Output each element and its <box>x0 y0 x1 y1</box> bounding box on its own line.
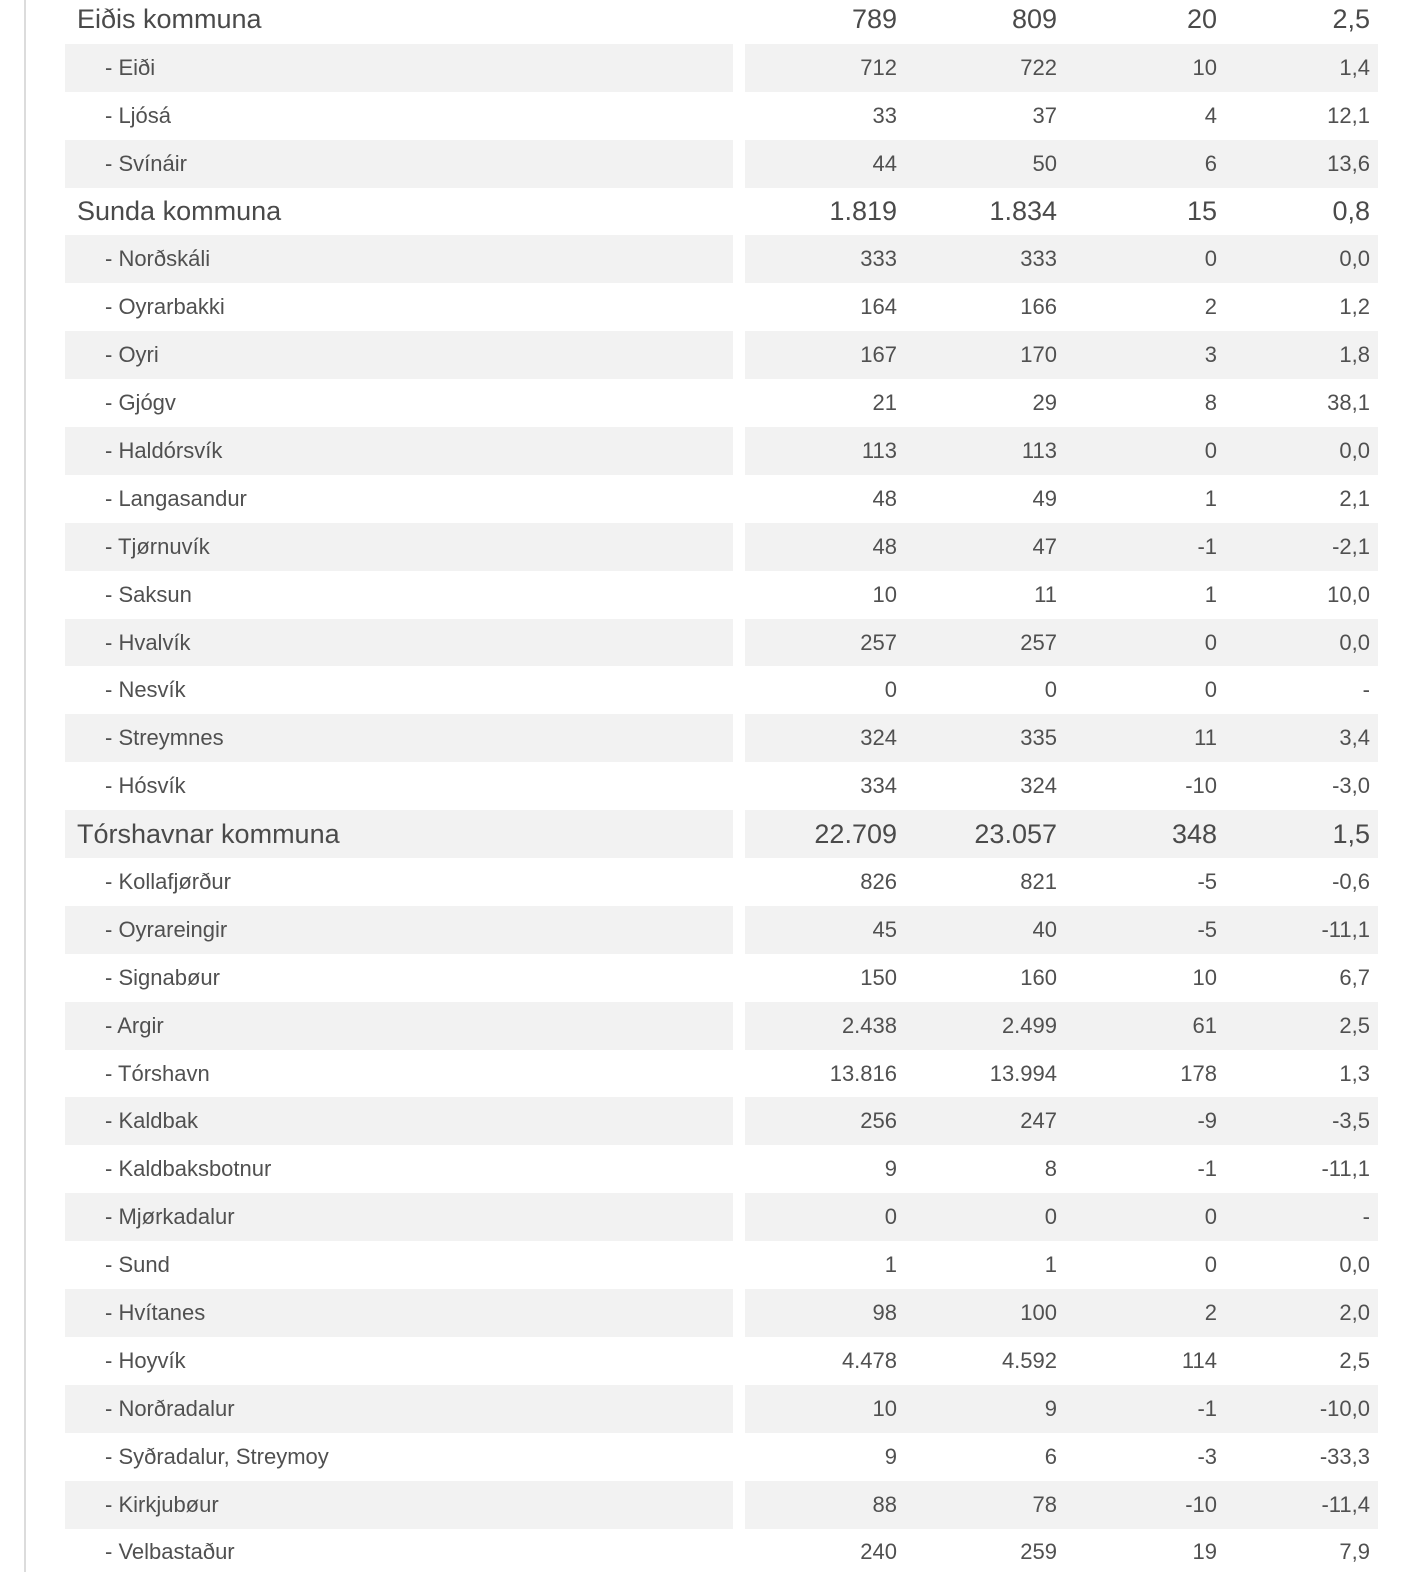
village-row <box>65 331 1378 379</box>
village-row <box>65 1337 1378 1385</box>
place-name-cell: - Mjørkadalur <box>65 1193 733 1241</box>
place-name-cell: - Ljósá <box>65 92 733 140</box>
value-2-cell: 23.057 <box>905 810 1065 858</box>
value-1-cell: 240 <box>745 1529 905 1576</box>
percent-change-cell: -3,5 <box>1225 1097 1378 1145</box>
percent-change-cell: 2,5 <box>1225 1002 1378 1050</box>
value-1-cell: 789 <box>745 0 905 44</box>
place-name-cell: - Kaldbak <box>65 1097 733 1145</box>
value-1-cell: 9 <box>745 1145 905 1193</box>
value-1-cell: 334 <box>745 762 905 810</box>
village-row <box>65 571 1378 619</box>
village-row <box>65 1193 1378 1241</box>
table-body <box>65 0 1378 1576</box>
place-name-cell: - Hoyvík <box>65 1337 733 1385</box>
value-1-cell: 333 <box>745 235 905 283</box>
village-row <box>65 619 1378 667</box>
value-1-cell: 257 <box>745 619 905 667</box>
value-1-cell: 22.709 <box>745 810 905 858</box>
village-row <box>65 1002 1378 1050</box>
percent-change-cell: -0,6 <box>1225 858 1378 906</box>
village-row <box>65 1145 1378 1193</box>
place-name-cell: - Streymnes <box>65 714 733 762</box>
percent-change-cell: 13,6 <box>1225 140 1378 188</box>
difference-cell: 8 <box>1065 379 1225 427</box>
column-gap <box>733 619 745 667</box>
column-gap <box>733 1241 745 1289</box>
column-gap <box>733 475 745 523</box>
difference-cell: -1 <box>1065 1385 1225 1433</box>
village-row <box>65 954 1378 1002</box>
column-gap <box>733 427 745 475</box>
place-name-cell: - Saksun <box>65 571 733 619</box>
value-2-cell: 160 <box>905 954 1065 1002</box>
village-row <box>65 1289 1378 1337</box>
value-1-cell: 0 <box>745 1193 905 1241</box>
value-2-cell: 809 <box>905 0 1065 44</box>
value-2-cell: 6 <box>905 1433 1065 1481</box>
place-name-cell: - Signabøur <box>65 954 733 1002</box>
column-gap <box>733 858 745 906</box>
value-1-cell: 167 <box>745 331 905 379</box>
place-name-cell: - Hvítanes <box>65 1289 733 1337</box>
column-gap <box>733 1529 745 1576</box>
village-row <box>65 1385 1378 1433</box>
column-gap <box>733 1193 745 1241</box>
difference-cell: 6 <box>1065 140 1225 188</box>
percent-change-cell: 3,4 <box>1225 714 1378 762</box>
value-2-cell: 78 <box>905 1481 1065 1529</box>
village-row <box>65 1433 1378 1481</box>
percent-change-cell: 0,8 <box>1225 188 1378 236</box>
percent-change-cell: -10,0 <box>1225 1385 1378 1433</box>
place-name-cell: - Argir <box>65 1002 733 1050</box>
difference-cell: -5 <box>1065 858 1225 906</box>
municipality-row <box>65 188 1378 236</box>
value-2-cell: 40 <box>905 906 1065 954</box>
value-2-cell: 247 <box>905 1097 1065 1145</box>
percent-change-cell: -33,3 <box>1225 1433 1378 1481</box>
percent-change-cell: 10,0 <box>1225 571 1378 619</box>
difference-cell: -9 <box>1065 1097 1225 1145</box>
difference-cell: -1 <box>1065 1145 1225 1193</box>
village-row <box>65 1529 1378 1576</box>
place-name-cell: Tórshavnar kommuna <box>65 810 733 858</box>
municipality-row <box>65 810 1378 858</box>
column-gap <box>733 906 745 954</box>
percent-change-cell: 0,0 <box>1225 427 1378 475</box>
percent-change-cell: 2,1 <box>1225 475 1378 523</box>
column-gap <box>733 523 745 571</box>
value-2-cell: 722 <box>905 44 1065 92</box>
difference-cell: 0 <box>1065 235 1225 283</box>
value-2-cell: 8 <box>905 1145 1065 1193</box>
value-2-cell: 170 <box>905 331 1065 379</box>
place-name-cell: - Nesvík <box>65 666 733 714</box>
value-1-cell: 256 <box>745 1097 905 1145</box>
place-name-cell: - Syðradalur, Streymoy <box>65 1433 733 1481</box>
place-name-cell: - Norðradalur <box>65 1385 733 1433</box>
value-1-cell: 164 <box>745 283 905 331</box>
value-2-cell: 2.499 <box>905 1002 1065 1050</box>
place-name-cell: - Kirkjubøur <box>65 1481 733 1529</box>
village-row <box>65 523 1378 571</box>
percent-change-cell: 1,5 <box>1225 810 1378 858</box>
place-name-cell: - Svínáir <box>65 140 733 188</box>
column-gap <box>733 1337 745 1385</box>
column-gap <box>733 1097 745 1145</box>
column-gap <box>733 379 745 427</box>
column-gap <box>733 571 745 619</box>
column-gap <box>733 714 745 762</box>
difference-cell: 10 <box>1065 954 1225 1002</box>
column-gap <box>733 762 745 810</box>
value-1-cell: 98 <box>745 1289 905 1337</box>
column-gap <box>733 92 745 140</box>
difference-cell: -5 <box>1065 906 1225 954</box>
difference-cell: 0 <box>1065 619 1225 667</box>
village-row <box>65 1241 1378 1289</box>
percent-change-cell: 1,3 <box>1225 1050 1378 1098</box>
value-1-cell: 13.816 <box>745 1050 905 1098</box>
difference-cell: 1 <box>1065 475 1225 523</box>
difference-cell: 15 <box>1065 188 1225 236</box>
value-1-cell: 826 <box>745 858 905 906</box>
value-1-cell: 9 <box>745 1433 905 1481</box>
village-row <box>65 858 1378 906</box>
percent-change-cell: -11,1 <box>1225 1145 1378 1193</box>
difference-cell: 0 <box>1065 1193 1225 1241</box>
value-2-cell: 324 <box>905 762 1065 810</box>
place-name-cell: - Norðskáli <box>65 235 733 283</box>
value-1-cell: 712 <box>745 44 905 92</box>
column-gap <box>733 188 745 236</box>
column-gap <box>733 1481 745 1529</box>
place-name-cell: - Velbastaður <box>65 1529 733 1576</box>
place-name-cell: - Kaldbaksbotnur <box>65 1145 733 1193</box>
value-1-cell: 1 <box>745 1241 905 1289</box>
percent-change-cell: -11,1 <box>1225 906 1378 954</box>
place-name-cell: - Oyrarbakki <box>65 283 733 331</box>
village-row <box>65 666 1378 714</box>
difference-cell: 114 <box>1065 1337 1225 1385</box>
difference-cell: 0 <box>1065 427 1225 475</box>
column-gap <box>733 1002 745 1050</box>
village-row <box>65 475 1378 523</box>
value-1-cell: 0 <box>745 666 905 714</box>
difference-cell: 2 <box>1065 283 1225 331</box>
place-name-cell: - Tjørnuvík <box>65 523 733 571</box>
percent-change-cell: 0,0 <box>1225 619 1378 667</box>
value-1-cell: 113 <box>745 427 905 475</box>
value-2-cell: 259 <box>905 1529 1065 1576</box>
difference-cell: -3 <box>1065 1433 1225 1481</box>
place-name-cell: - Kollafjørður <box>65 858 733 906</box>
value-1-cell: 1.819 <box>745 188 905 236</box>
difference-cell: 3 <box>1065 331 1225 379</box>
difference-cell: 0 <box>1065 666 1225 714</box>
column-gap <box>733 1433 745 1481</box>
municipality-row <box>65 0 1378 44</box>
value-1-cell: 48 <box>745 475 905 523</box>
value-2-cell: 335 <box>905 714 1065 762</box>
value-1-cell: 45 <box>745 906 905 954</box>
difference-cell: 61 <box>1065 1002 1225 1050</box>
place-name-cell: - Hvalvík <box>65 619 733 667</box>
value-2-cell: 47 <box>905 523 1065 571</box>
place-name-cell: - Sund <box>65 1241 733 1289</box>
value-2-cell: 9 <box>905 1385 1065 1433</box>
value-2-cell: 821 <box>905 858 1065 906</box>
value-2-cell: 166 <box>905 283 1065 331</box>
place-name-cell: Eiðis kommuna <box>65 0 733 44</box>
value-2-cell: 1 <box>905 1241 1065 1289</box>
percent-change-cell: 1,4 <box>1225 44 1378 92</box>
percent-change-cell: 1,2 <box>1225 283 1378 331</box>
value-1-cell: 324 <box>745 714 905 762</box>
place-name-cell: Sunda kommuna <box>65 188 733 236</box>
value-1-cell: 2.438 <box>745 1002 905 1050</box>
column-gap <box>733 1289 745 1337</box>
value-1-cell: 10 <box>745 1385 905 1433</box>
percent-change-cell: 38,1 <box>1225 379 1378 427</box>
column-gap <box>733 810 745 858</box>
village-row <box>65 762 1378 810</box>
column-gap <box>733 1050 745 1098</box>
place-name-cell: - Langasandur <box>65 475 733 523</box>
percent-change-cell: 12,1 <box>1225 92 1378 140</box>
place-name-cell: - Eiði <box>65 44 733 92</box>
column-gap <box>733 283 745 331</box>
column-gap <box>733 666 745 714</box>
value-2-cell: 29 <box>905 379 1065 427</box>
village-row <box>65 44 1378 92</box>
village-row <box>65 1050 1378 1098</box>
value-2-cell: 4.592 <box>905 1337 1065 1385</box>
village-row <box>65 714 1378 762</box>
difference-cell: 4 <box>1065 92 1225 140</box>
village-row <box>65 283 1378 331</box>
column-gap <box>733 954 745 1002</box>
percent-change-cell: - <box>1225 666 1378 714</box>
difference-cell: 20 <box>1065 0 1225 44</box>
difference-cell: 178 <box>1065 1050 1225 1098</box>
value-2-cell: 0 <box>905 1193 1065 1241</box>
value-2-cell: 11 <box>905 571 1065 619</box>
column-gap <box>733 1385 745 1433</box>
percent-change-cell: -11,4 <box>1225 1481 1378 1529</box>
value-2-cell: 100 <box>905 1289 1065 1337</box>
difference-cell: 1 <box>1065 571 1225 619</box>
population-table <box>65 0 1378 1576</box>
value-2-cell: 13.994 <box>905 1050 1065 1098</box>
place-name-cell: - Oyri <box>65 331 733 379</box>
village-row <box>65 235 1378 283</box>
village-row <box>65 1097 1378 1145</box>
value-2-cell: 49 <box>905 475 1065 523</box>
difference-cell: 348 <box>1065 810 1225 858</box>
value-1-cell: 88 <box>745 1481 905 1529</box>
value-1-cell: 10 <box>745 571 905 619</box>
difference-cell: 2 <box>1065 1289 1225 1337</box>
percent-change-cell: 6,7 <box>1225 954 1378 1002</box>
place-name-cell: - Hósvík <box>65 762 733 810</box>
value-1-cell: 21 <box>745 379 905 427</box>
difference-cell: -10 <box>1065 1481 1225 1529</box>
place-name-cell: - Oyrareingir <box>65 906 733 954</box>
percent-change-cell: 7,9 <box>1225 1529 1378 1576</box>
percent-change-cell: 0,0 <box>1225 1241 1378 1289</box>
village-row <box>65 1481 1378 1529</box>
village-row <box>65 427 1378 475</box>
value-2-cell: 37 <box>905 92 1065 140</box>
value-2-cell: 50 <box>905 140 1065 188</box>
value-1-cell: 44 <box>745 140 905 188</box>
column-gap <box>733 0 745 44</box>
village-row <box>65 92 1378 140</box>
value-2-cell: 0 <box>905 666 1065 714</box>
percent-change-cell: -2,1 <box>1225 523 1378 571</box>
column-gap <box>733 140 745 188</box>
column-gap <box>733 1145 745 1193</box>
percent-change-cell: 2,5 <box>1225 1337 1378 1385</box>
value-2-cell: 113 <box>905 427 1065 475</box>
value-1-cell: 33 <box>745 92 905 140</box>
difference-cell: 11 <box>1065 714 1225 762</box>
difference-cell: -10 <box>1065 762 1225 810</box>
village-row <box>65 906 1378 954</box>
difference-cell: -1 <box>1065 523 1225 571</box>
page-left-border <box>24 0 26 1572</box>
column-gap <box>733 44 745 92</box>
value-1-cell: 4.478 <box>745 1337 905 1385</box>
column-gap <box>733 235 745 283</box>
difference-cell: 10 <box>1065 44 1225 92</box>
percent-change-cell: 2,5 <box>1225 0 1378 44</box>
percent-change-cell: - <box>1225 1193 1378 1241</box>
difference-cell: 0 <box>1065 1241 1225 1289</box>
place-name-cell: - Tórshavn <box>65 1050 733 1098</box>
place-name-cell: - Gjógv <box>65 379 733 427</box>
value-2-cell: 333 <box>905 235 1065 283</box>
village-row <box>65 379 1378 427</box>
value-1-cell: 150 <box>745 954 905 1002</box>
percent-change-cell: 0,0 <box>1225 235 1378 283</box>
village-row <box>65 140 1378 188</box>
value-2-cell: 1.834 <box>905 188 1065 236</box>
percent-change-cell: 1,8 <box>1225 331 1378 379</box>
value-1-cell: 48 <box>745 523 905 571</box>
difference-cell: 19 <box>1065 1529 1225 1576</box>
column-gap <box>733 331 745 379</box>
percent-change-cell: -3,0 <box>1225 762 1378 810</box>
percent-change-cell: 2,0 <box>1225 1289 1378 1337</box>
place-name-cell: - Haldórsvík <box>65 427 733 475</box>
value-2-cell: 257 <box>905 619 1065 667</box>
